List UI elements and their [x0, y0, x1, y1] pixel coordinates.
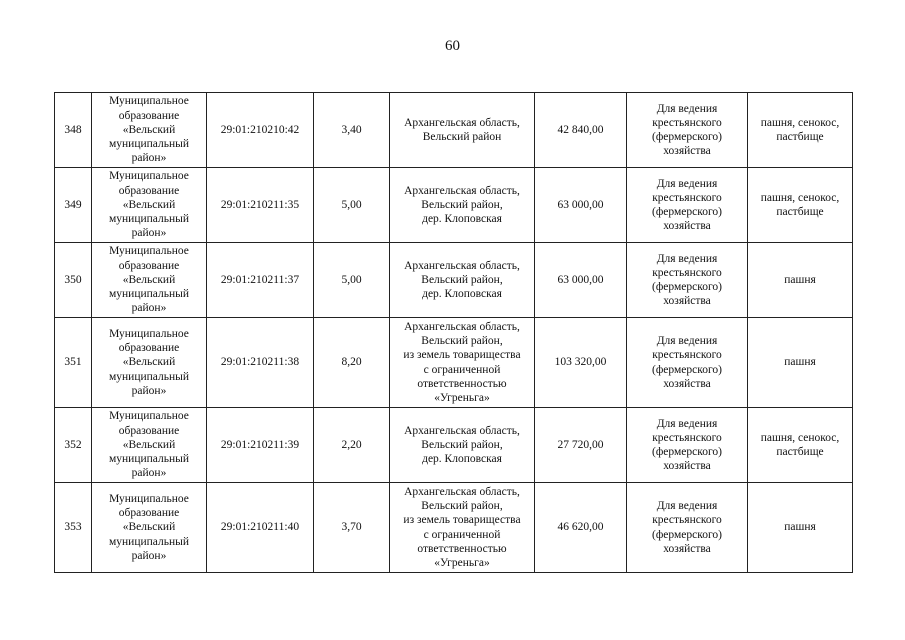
price-cell: 27 720,00 — [535, 408, 627, 483]
area-cell: 8,20 — [314, 318, 390, 408]
land-use-cell: пашня, сенокос, пастбище — [748, 408, 853, 483]
purpose-cell: Для ведения крестьянского (фермерского) хозяйства — [627, 408, 748, 483]
purpose-cell: Для ведения крестьянского (фермерского) хозяйства — [627, 318, 748, 408]
land-use-cell: пашня, сенокос, пастбище — [748, 168, 853, 243]
location-cell: Архангельская область, Вельский район, из земель товарищества с ограниченной ответственностью «Угреньга» — [390, 483, 535, 573]
land-plots-table — [54, 92, 853, 573]
location-cell: Архангельская область, Вельский район, дер. Клоповская — [390, 168, 535, 243]
page-number: 60 — [445, 38, 460, 54]
row-number: 353 — [55, 483, 92, 573]
land-use-cell: пашня — [748, 483, 853, 573]
cadastral-number-cell: 29:01:210211:35 — [207, 168, 314, 243]
price-cell: 103 320,00 — [535, 318, 627, 408]
cadastral-number-cell: 29:01:210210:42 — [207, 93, 314, 168]
table-row — [55, 93, 853, 168]
row-number: 351 — [55, 318, 92, 408]
table-row — [55, 483, 853, 573]
cadastral-number-cell: 29:01:210211:38 — [207, 318, 314, 408]
land-use-cell: пашня — [748, 243, 853, 318]
price-cell: 63 000,00 — [535, 243, 627, 318]
location-cell: Архангельская область, Вельский район, дер. Клоповская — [390, 243, 535, 318]
purpose-cell: Для ведения крестьянского (фермерского) хозяйства — [627, 93, 748, 168]
location-cell: Архангельская область, Вельский район — [390, 93, 535, 168]
area-cell: 2,20 — [314, 408, 390, 483]
purpose-cell: Для ведения крестьянского (фермерского) хозяйства — [627, 243, 748, 318]
table-row — [55, 243, 853, 318]
table-row — [55, 168, 853, 243]
location-cell: Архангельская область, Вельский район, дер. Клоповская — [390, 408, 535, 483]
land-use-cell: пашня, сенокос, пастбище — [748, 93, 853, 168]
owner-cell: Муниципальное образование «Вельский муниципальный район» — [92, 243, 207, 318]
owner-cell: Муниципальное образование «Вельский муниципальный район» — [92, 408, 207, 483]
cadastral-number-cell: 29:01:210211:39 — [207, 408, 314, 483]
row-number: 348 — [55, 93, 92, 168]
owner-cell: Муниципальное образование «Вельский муниципальный район» — [92, 93, 207, 168]
owner-cell: Муниципальное образование «Вельский муниципальный район» — [92, 483, 207, 573]
price-cell: 63 000,00 — [535, 168, 627, 243]
purpose-cell: Для ведения крестьянского (фермерского) хозяйства — [627, 483, 748, 573]
location-cell: Архангельская область, Вельский район, из земель товарищества с ограниченной ответственностью «Угреньга» — [390, 318, 535, 408]
table-row — [55, 318, 853, 408]
area-cell: 5,00 — [314, 243, 390, 318]
price-cell: 46 620,00 — [535, 483, 627, 573]
owner-cell: Муниципальное образование «Вельский муниципальный район» — [92, 168, 207, 243]
area-cell: 5,00 — [314, 168, 390, 243]
table-row — [55, 408, 853, 483]
row-number: 352 — [55, 408, 92, 483]
cadastral-number-cell: 29:01:210211:37 — [207, 243, 314, 318]
cadastral-number-cell: 29:01:210211:40 — [207, 483, 314, 573]
land-use-cell: пашня — [748, 318, 853, 408]
price-cell: 42 840,00 — [535, 93, 627, 168]
row-number: 350 — [55, 243, 92, 318]
row-number: 349 — [55, 168, 92, 243]
area-cell: 3,70 — [314, 483, 390, 573]
area-cell: 3,40 — [314, 93, 390, 168]
purpose-cell: Для ведения крестьянского (фермерского) хозяйства — [627, 168, 748, 243]
owner-cell: Муниципальное образование «Вельский муниципальный район» — [92, 318, 207, 408]
